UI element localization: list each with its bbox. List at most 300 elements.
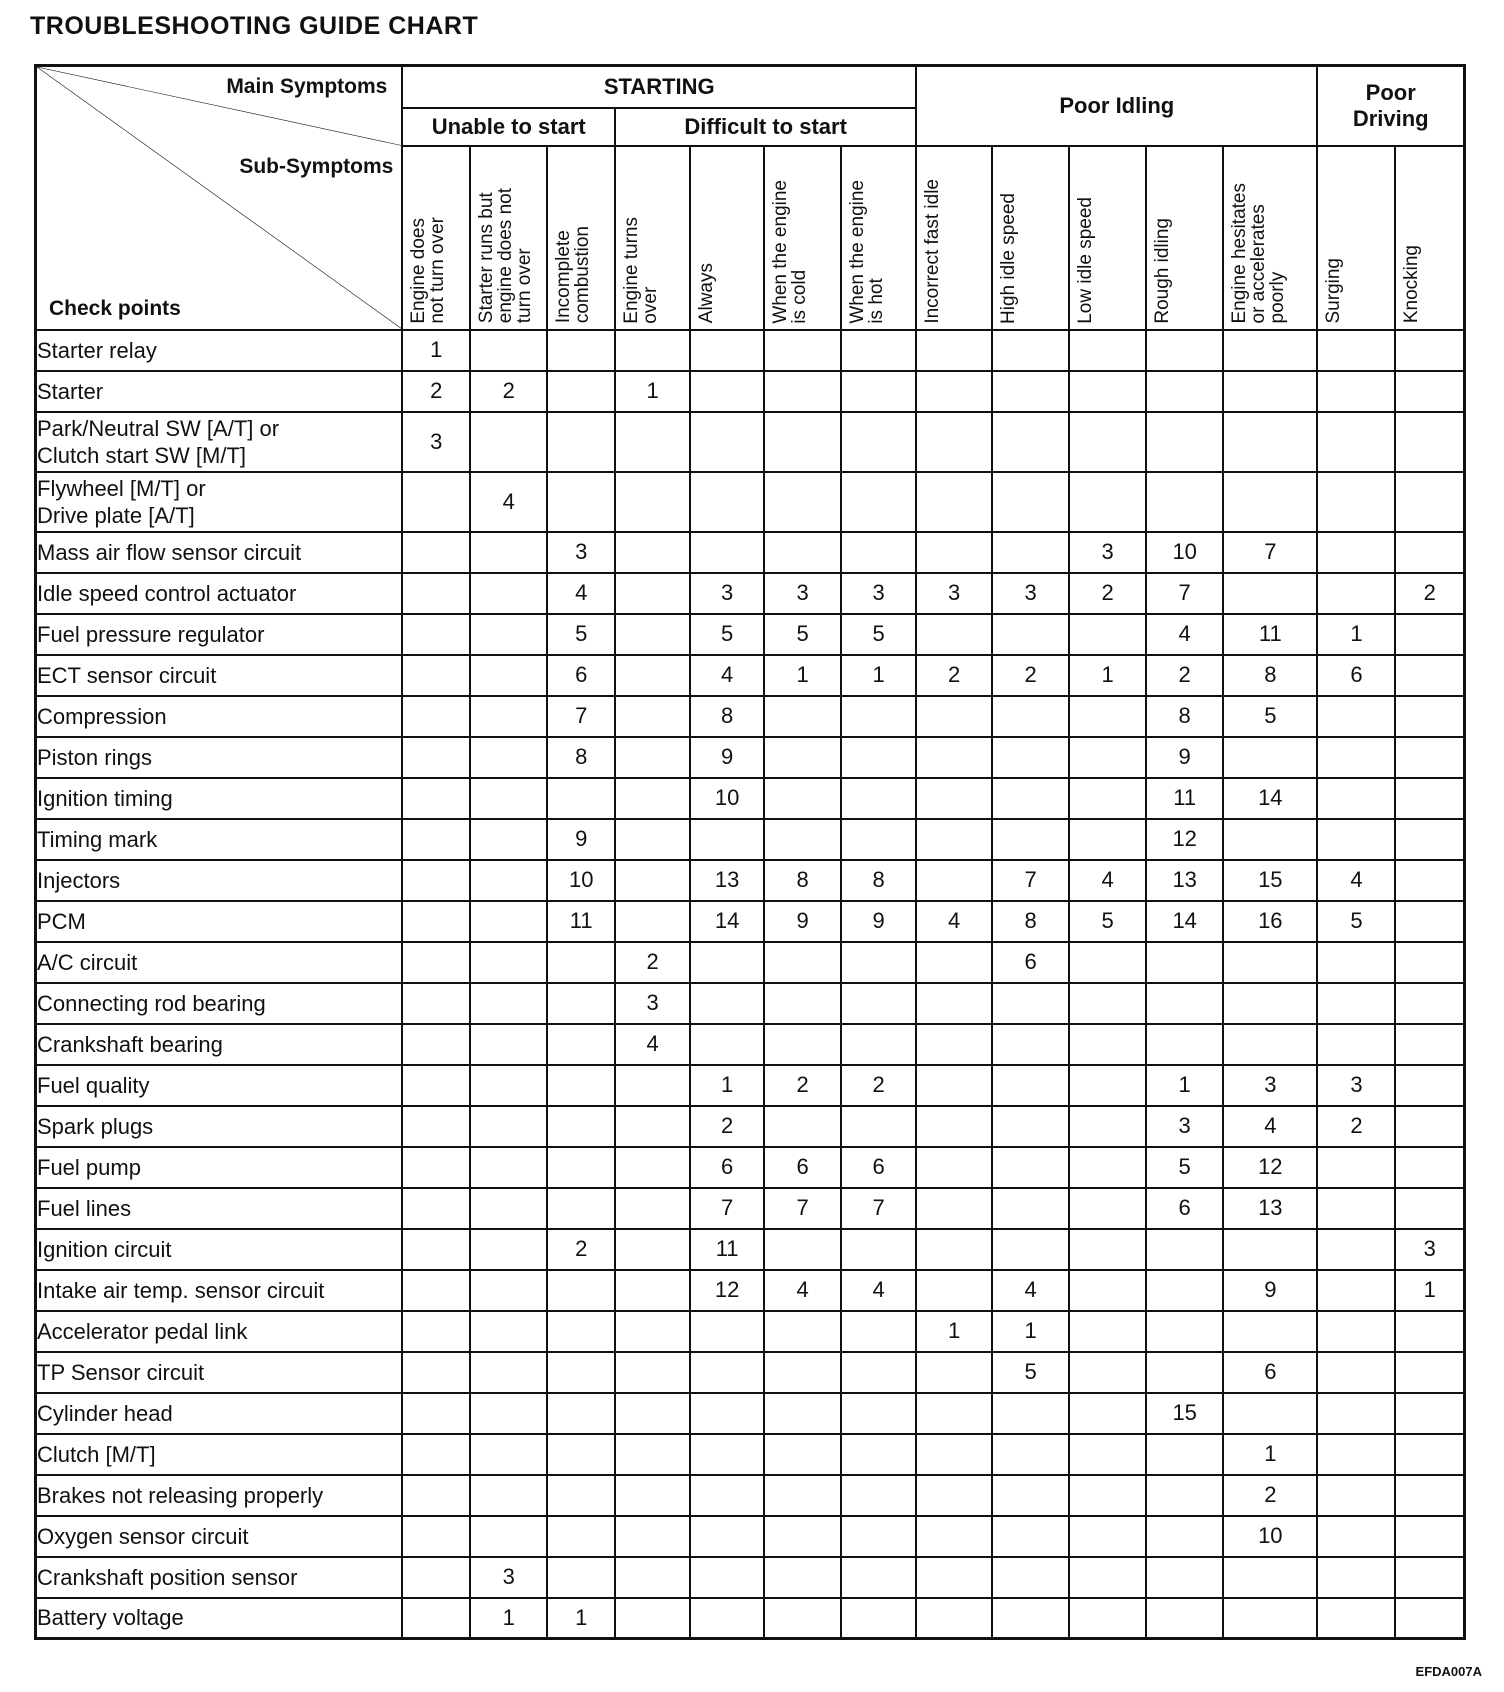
priority-cell [992,819,1069,860]
priority-cell [841,1024,916,1065]
page-title: TROUBLESHOOTING GUIDE CHART [30,12,479,40]
table-row [36,1393,1465,1434]
priority-cell [1069,983,1146,1024]
priority-cell: 14 [690,901,764,942]
priority-cell [547,371,615,412]
priority-cell: 3 [1395,1229,1464,1270]
priority-cell [402,1516,470,1557]
priority-cell [841,1311,916,1352]
priority-cell [615,1311,690,1352]
priority-cell [916,737,992,778]
priority-cell [1317,778,1395,819]
column-header-label: Always [696,263,718,324]
priority-cell [764,1311,841,1352]
priority-cell [1069,330,1146,371]
priority-cell [1317,983,1395,1024]
priority-cell [1146,330,1223,371]
priority-cell [615,1475,690,1516]
priority-cell [841,737,916,778]
priority-cell: 15 [1223,860,1317,901]
priority-cell: 7 [764,1188,841,1229]
priority-cell [1146,1475,1223,1516]
column-header-label: Engine hesitates or accelerates poorly [1229,183,1289,324]
priority-cell [1395,472,1464,532]
priority-cell [1395,901,1464,942]
priority-cell [470,573,547,614]
priority-cell [470,1516,547,1557]
priority-cell [764,1516,841,1557]
subgroup-difficult-to-start: Difficult to start [615,108,916,146]
priority-cell [1395,1475,1464,1516]
priority-cell [1146,1557,1223,1598]
priority-cell [841,1516,916,1557]
column-header-label: Surging [1323,258,1345,324]
priority-cell: 2 [470,371,547,412]
priority-cell: 5 [547,614,615,655]
priority-cell [1317,1024,1395,1065]
priority-cell [916,1434,992,1475]
priority-cell [916,371,992,412]
priority-cell [1395,1516,1464,1557]
priority-cell: 4 [1146,614,1223,655]
priority-cell [992,1598,1069,1639]
priority-cell [402,532,470,573]
priority-cell [402,1229,470,1270]
table-row [36,1434,1465,1475]
priority-cell: 9 [547,819,615,860]
priority-cell [402,819,470,860]
table-row [36,737,1465,778]
priority-cell: 3 [841,573,916,614]
priority-cell [764,412,841,472]
priority-cell [690,330,764,371]
priority-cell [402,1475,470,1516]
priority-cell: 5 [841,614,916,655]
priority-cell: 2 [1146,655,1223,696]
priority-cell [841,371,916,412]
priority-cell [992,1557,1069,1598]
priority-cell [1223,819,1317,860]
priority-cell [1395,1106,1464,1147]
priority-cell [470,1065,547,1106]
table-row [36,1024,1465,1065]
priority-cell: 11 [1223,614,1317,655]
priority-cell [1395,1188,1464,1229]
priority-cell [841,532,916,573]
group-starting: STARTING [402,66,916,108]
priority-cell [402,778,470,819]
priority-cell [1395,371,1464,412]
priority-cell [615,696,690,737]
priority-cell [470,1434,547,1475]
priority-cell [690,1475,764,1516]
check-point-name: Injectors [36,860,403,901]
group-poor-driving: Poor Driving [1317,66,1464,146]
priority-cell [547,1352,615,1393]
priority-cell [615,819,690,860]
priority-cell: 5 [764,614,841,655]
priority-cell: 2 [764,1065,841,1106]
priority-cell: 1 [1223,1434,1317,1475]
priority-cell: 1 [1395,1270,1464,1311]
priority-cell [764,1434,841,1475]
priority-cell [841,778,916,819]
priority-cell [615,737,690,778]
check-point-name: Fuel pump [36,1147,403,1188]
table-row [36,371,1465,412]
priority-cell [470,412,547,472]
check-point-name: Starter relay [36,330,403,371]
table-row [36,696,1465,737]
priority-cell [916,778,992,819]
priority-cell [1317,696,1395,737]
priority-cell [470,330,547,371]
priority-cell [547,330,615,371]
table-row [36,1516,1465,1557]
priority-cell: 3 [992,573,1069,614]
table-row [36,1065,1465,1106]
priority-cell [992,1475,1069,1516]
priority-cell: 14 [1146,901,1223,942]
priority-cell [764,1106,841,1147]
column-header-label: Starter runs but engine does not turn over [476,188,536,324]
priority-cell: 9 [841,901,916,942]
priority-cell [916,983,992,1024]
priority-cell [615,778,690,819]
priority-cell: 9 [690,737,764,778]
priority-cell [1317,1147,1395,1188]
priority-cell [547,1557,615,1598]
column-header [1069,146,1146,330]
table-row [36,860,1465,901]
priority-cell [470,1393,547,1434]
priority-cell [1069,1270,1146,1311]
check-point-name: ECT sensor circuit [36,655,403,696]
priority-cell [615,1270,690,1311]
check-point-name: Idle speed control actuator [36,573,403,614]
priority-cell [1146,1229,1223,1270]
priority-cell [1317,1557,1395,1598]
table-row [36,472,1465,532]
priority-cell [1223,1311,1317,1352]
priority-cell: 6 [841,1147,916,1188]
priority-cell [402,860,470,901]
priority-cell [1317,737,1395,778]
table-row [36,819,1465,860]
priority-cell: 14 [1223,778,1317,819]
priority-cell: 9 [764,901,841,942]
priority-cell: 1 [841,655,916,696]
priority-cell [916,942,992,983]
priority-cell [992,1188,1069,1229]
priority-cell [1223,1229,1317,1270]
check-point-name: Brakes not releasing properly [36,1475,403,1516]
priority-cell [1395,1557,1464,1598]
priority-cell: 8 [841,860,916,901]
priority-cell [615,1516,690,1557]
priority-cell [615,1434,690,1475]
priority-cell [992,532,1069,573]
priority-cell [992,472,1069,532]
priority-cell: 8 [690,696,764,737]
priority-cell: 3 [547,532,615,573]
priority-cell [402,655,470,696]
priority-cell [615,901,690,942]
priority-cell [992,1434,1069,1475]
priority-cell: 2 [1395,573,1464,614]
priority-cell [916,532,992,573]
priority-cell [402,472,470,532]
priority-cell: 1 [1317,614,1395,655]
priority-cell: 1 [470,1598,547,1639]
priority-cell [1317,371,1395,412]
priority-cell [690,371,764,412]
priority-cell: 7 [1146,573,1223,614]
priority-cell [841,1393,916,1434]
priority-cell [615,472,690,532]
figure-code: EFDA007A [1415,1664,1482,1679]
priority-cell: 6 [1146,1188,1223,1229]
priority-cell [1395,696,1464,737]
priority-cell [1395,1147,1464,1188]
priority-cell [916,1024,992,1065]
priority-cell [1069,1024,1146,1065]
column-header-label: Engine does not turn over [408,216,449,324]
column-header [1223,146,1317,330]
priority-cell: 10 [1223,1516,1317,1557]
priority-cell [547,1188,615,1229]
priority-cell [615,1188,690,1229]
priority-cell [402,901,470,942]
priority-cell [402,1557,470,1598]
priority-cell [1069,1434,1146,1475]
priority-cell: 3 [470,1557,547,1598]
priority-cell [916,472,992,532]
priority-cell [547,1270,615,1311]
priority-cell [1395,737,1464,778]
priority-cell: 5 [690,614,764,655]
priority-cell [615,1598,690,1639]
table-row [36,1188,1465,1229]
check-point-name: A/C circuit [36,942,403,983]
priority-cell [916,1106,992,1147]
priority-cell [690,472,764,532]
priority-cell: 7 [547,696,615,737]
priority-cell [916,819,992,860]
check-point-name: Connecting rod bearing [36,983,403,1024]
priority-cell [916,696,992,737]
priority-cell [1395,1393,1464,1434]
priority-cell [1395,983,1464,1024]
priority-cell [1223,371,1317,412]
priority-cell [615,330,690,371]
priority-cell [1395,1598,1464,1639]
priority-cell [690,942,764,983]
priority-cell [402,1106,470,1147]
priority-cell [841,1229,916,1270]
priority-cell [402,1352,470,1393]
priority-cell [1317,412,1395,472]
priority-cell [547,1311,615,1352]
priority-cell [916,1270,992,1311]
priority-cell [1069,412,1146,472]
priority-cell [1069,1516,1146,1557]
priority-cell: 2 [402,371,470,412]
priority-cell [764,472,841,532]
priority-cell [841,330,916,371]
priority-cell [1317,1434,1395,1475]
check-point-name: TP Sensor circuit [36,1352,403,1393]
priority-cell [470,1475,547,1516]
priority-cell: 4 [547,573,615,614]
priority-cell: 2 [1317,1106,1395,1147]
priority-cell: 1 [992,1311,1069,1352]
priority-cell [764,1598,841,1639]
priority-cell [1317,1188,1395,1229]
priority-cell [470,1311,547,1352]
column-header [690,146,764,330]
main-symptoms-label: Main Symptoms [226,75,388,98]
table-row [36,1311,1465,1352]
priority-cell [1317,942,1395,983]
table-row [36,614,1465,655]
priority-cell [402,573,470,614]
table-row [36,1352,1465,1393]
priority-cell [470,1024,547,1065]
priority-cell: 6 [992,942,1069,983]
priority-cell [1317,472,1395,532]
priority-cell: 11 [1146,778,1223,819]
priority-cell [992,1393,1069,1434]
priority-cell [470,696,547,737]
priority-cell [916,1475,992,1516]
priority-cell: 2 [841,1065,916,1106]
table-row [36,1598,1465,1639]
priority-cell [1069,696,1146,737]
check-point-name: Cylinder head [36,1393,403,1434]
priority-cell [992,371,1069,412]
priority-cell [402,1147,470,1188]
priority-cell: 4 [916,901,992,942]
priority-cell [615,614,690,655]
priority-cell [841,819,916,860]
priority-cell [1069,778,1146,819]
priority-cell [992,778,1069,819]
priority-cell: 6 [547,655,615,696]
priority-cell [992,1516,1069,1557]
priority-cell: 1 [402,330,470,371]
priority-cell [1395,330,1464,371]
priority-cell [547,472,615,532]
priority-cell: 5 [1317,901,1395,942]
column-header-label: High idle speed [998,192,1020,324]
priority-cell: 2 [615,942,690,983]
priority-cell [1069,1106,1146,1147]
priority-cell [764,371,841,412]
priority-cell [402,1065,470,1106]
check-point-name: Accelerator pedal link [36,1311,403,1352]
priority-cell [402,1270,470,1311]
priority-cell: 16 [1223,901,1317,942]
priority-cell: 4 [470,472,547,532]
priority-cell: 8 [1223,655,1317,696]
check-point-name: Oxygen sensor circuit [36,1516,403,1557]
priority-cell [841,1434,916,1475]
priority-cell [1146,1516,1223,1557]
priority-cell: 4 [1317,860,1395,901]
table-row [36,983,1465,1024]
priority-cell [1317,1270,1395,1311]
priority-cell: 2 [1223,1475,1317,1516]
priority-cell: 1 [547,1598,615,1639]
priority-cell [916,1188,992,1229]
priority-cell [402,737,470,778]
priority-cell [916,1065,992,1106]
check-point-name: Flywheel [M/T] or Drive plate [A/T] [36,472,403,532]
priority-cell: 11 [547,901,615,942]
priority-cell: 9 [1146,737,1223,778]
priority-cell [1223,573,1317,614]
priority-cell: 8 [547,737,615,778]
priority-cell [1069,472,1146,532]
priority-cell [764,1024,841,1065]
priority-cell: 1 [690,1065,764,1106]
priority-cell: 13 [1223,1188,1317,1229]
priority-cell [1069,1229,1146,1270]
priority-cell [992,1024,1069,1065]
priority-cell [690,1393,764,1434]
priority-cell [1395,1024,1464,1065]
table-row [36,655,1465,696]
priority-cell [547,778,615,819]
priority-cell [402,1434,470,1475]
priority-cell [547,1516,615,1557]
priority-cell [1317,1311,1395,1352]
column-header [992,146,1069,330]
priority-cell [615,1393,690,1434]
priority-cell [1146,1434,1223,1475]
priority-cell [1395,860,1464,901]
priority-cell [1223,737,1317,778]
priority-cell: 7 [690,1188,764,1229]
table-row [36,1229,1465,1270]
check-point-name: Timing mark [36,819,403,860]
priority-cell [1395,412,1464,472]
priority-cell: 11 [690,1229,764,1270]
table-row [36,412,1465,472]
check-point-name: Park/Neutral SW [A/T] or Clutch start SW [M/T] [36,412,403,472]
check-point-name: Fuel quality [36,1065,403,1106]
priority-cell [547,1434,615,1475]
priority-cell [916,614,992,655]
priority-cell: 1 [916,1311,992,1352]
priority-cell [547,1024,615,1065]
priority-cell [1223,983,1317,1024]
check-point-name: Starter [36,371,403,412]
priority-cell [615,573,690,614]
column-header-label: Low idle speed [1075,196,1097,324]
priority-cell [470,655,547,696]
column-header-label: Rough idling [1152,217,1174,324]
column-header [470,146,547,330]
priority-cell [690,983,764,1024]
priority-cell [992,1229,1069,1270]
priority-cell [690,1311,764,1352]
priority-cell [615,412,690,472]
priority-cell: 4 [690,655,764,696]
priority-cell [690,819,764,860]
header-corner-cell [36,66,403,330]
